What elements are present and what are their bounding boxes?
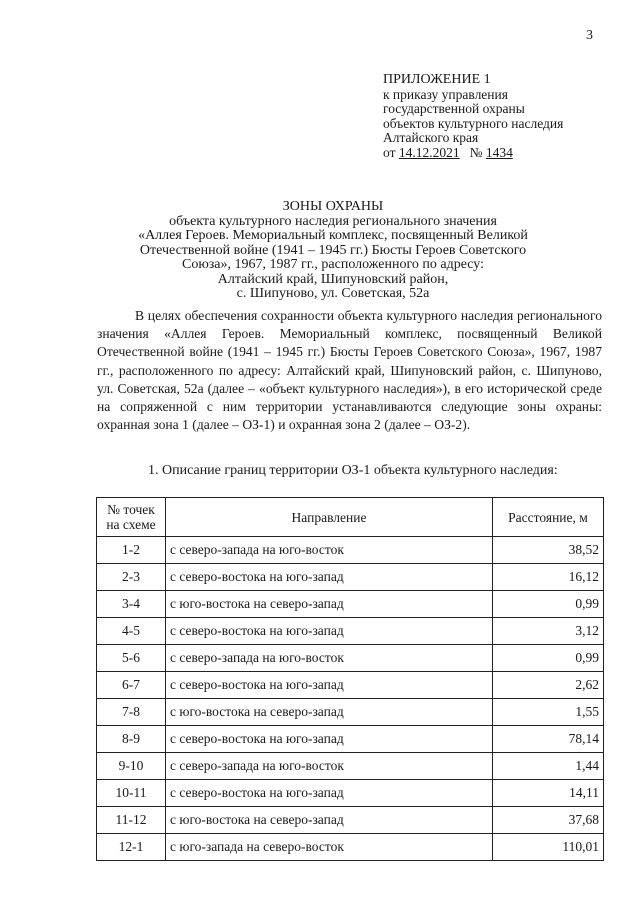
distance-cell: 37,68	[493, 807, 604, 834]
distance-cell: 78,14	[493, 726, 604, 753]
direction-cell: с северо-запада на юго-восток	[166, 645, 493, 672]
appendix-line: Алтайского края	[383, 130, 479, 145]
points-cell: 3-4	[97, 591, 166, 618]
points-cell: 9-10	[97, 753, 166, 780]
distance-header: Расстояние, м	[493, 498, 604, 537]
direction-cell: с северо-запада на юго-восток	[166, 537, 493, 564]
section-heading: 1. Описание границ территории ОЗ-1 объекта культурного наследия:	[148, 463, 558, 478]
direction-header: Направление	[166, 498, 493, 537]
table-header-row	[97, 498, 604, 537]
table-row	[97, 834, 604, 861]
distance-cell: 38,52	[493, 537, 604, 564]
direction-cell: с северо-востока на юго-запад	[166, 726, 493, 753]
distance-cell: 110,01	[493, 834, 604, 861]
direction-cell: с северо-востока на юго-запад	[166, 618, 493, 645]
direction-cell: с северо-запада на юго-восток	[166, 753, 493, 780]
points-cell: 8-9	[97, 726, 166, 753]
distance-cell: 3,12	[493, 618, 604, 645]
table-row	[97, 780, 604, 807]
title-heading: ЗОНЫ ОХРАНЫ	[282, 199, 384, 214]
points-cell: 4-5	[97, 618, 166, 645]
title-line: с. Шипуново, ул. Советская, 52а	[236, 286, 430, 301]
distance-cell: 0,99	[493, 591, 604, 618]
appendix-line: объектов культурного наследия	[383, 115, 564, 131]
distance-cell: 1,44	[493, 753, 604, 780]
table-row	[97, 645, 604, 672]
points-cell: 5-6	[97, 645, 166, 672]
document-title	[118, 200, 548, 302]
title-line: Союза», 1967, 1987 гг., расположенного по адресу:	[181, 257, 485, 272]
distance-cell: 14,11	[493, 780, 604, 807]
table-row	[97, 564, 604, 591]
appendix-heading: ПРИЛОЖЕНИЕ 1	[383, 72, 491, 87]
table-row	[97, 726, 604, 753]
appendix-line: к приказу управления	[383, 86, 508, 102]
table-row	[97, 591, 604, 618]
direction-cell: с северо-востока на юго-запад	[166, 672, 493, 699]
table-row	[97, 618, 604, 645]
title-line: Алтайский край, Шипуновский район,	[217, 271, 449, 287]
appendix-line: государственной охраны	[383, 101, 525, 116]
order-date: 14.12.2021	[398, 144, 460, 160]
direction-cell: с юго-запада на северо-восток	[166, 834, 493, 861]
points-cell: 10-11	[97, 780, 166, 807]
title-line: Отечественной войне (1941 – 1945 гг.) Бюсты Героев Советского	[139, 242, 527, 258]
direction-cell: с юго-востока на северо-запад	[166, 591, 493, 618]
table-row	[97, 672, 604, 699]
intro-paragraph: В целях обеспечения сохранности объекта культурного наследия регионального значения «Аллея Героев. Мемориальный комплекс, посвященный Великой Отечественной войне (1941 – 1945 гг.) Бюсты Героев Советского Союза», 1967, 1987 гг., расположенного по адресу: Алтайский край, Шипуновский район, с. Шипуново, ул. Советская, 52а (далее – «объект культурного наследия»), в его исторической среде на сопряженной с ним территории устанавливаются следующие зоны охраны: охранная зона 1 (далее – ОЗ-1) и охранная зона 2 (далее – ОЗ-2).	[97, 308, 602, 433]
order-number: 1434	[485, 144, 513, 160]
points-cell: 2-3	[97, 564, 166, 591]
direction-cell: с юго-востока на северо-запад	[166, 699, 493, 726]
appendix-date-line	[383, 146, 563, 161]
points-header: № точек на схеме	[97, 498, 166, 537]
date-prefix: от	[383, 144, 396, 160]
direction-cell: с северо-востока на юго-запад	[166, 564, 493, 591]
boundary-table	[96, 497, 604, 861]
table-row	[97, 537, 604, 564]
title-line: «Аллея Героев. Мемориальный комплекс, посвященный Великой	[138, 228, 528, 243]
table-row	[97, 699, 604, 726]
points-cell: 1-2	[97, 537, 166, 564]
table-row	[97, 753, 604, 780]
points-cell: 7-8	[97, 699, 166, 726]
points-cell: 12-1	[97, 834, 166, 861]
direction-cell: с юго-востока на северо-запад	[166, 807, 493, 834]
distance-cell: 16,12	[493, 564, 604, 591]
distance-cell: 1,55	[493, 699, 604, 726]
page-number: 3	[586, 28, 593, 43]
appendix-block	[383, 73, 563, 160]
distance-cell: 0,99	[493, 645, 604, 672]
title-line: объекта культурного наследия регионального значения	[169, 213, 497, 229]
points-cell: 11-12	[97, 807, 166, 834]
table-row	[97, 807, 604, 834]
direction-cell: с северо-востока на юго-запад	[166, 780, 493, 807]
number-sign: №	[469, 144, 483, 160]
points-cell: 6-7	[97, 672, 166, 699]
distance-cell: 2,62	[493, 672, 604, 699]
